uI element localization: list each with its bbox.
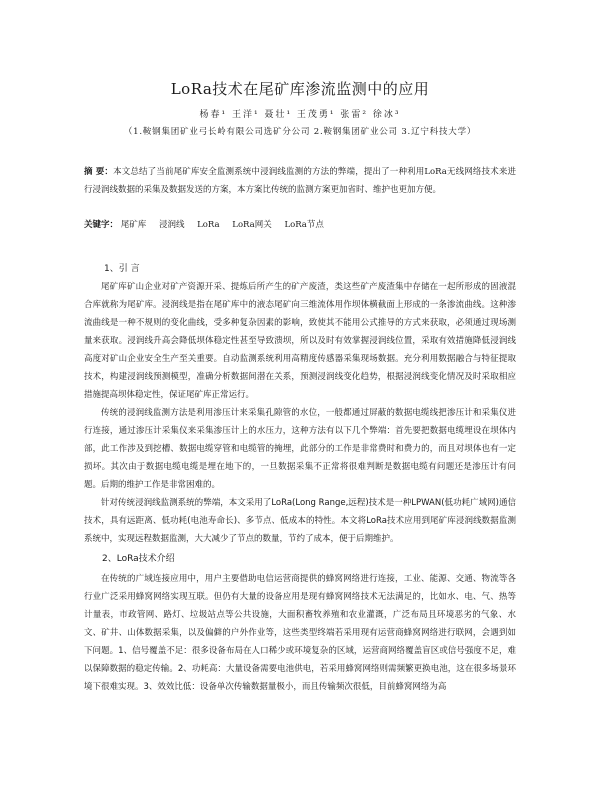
paper-title: LoRa技术在尾矿库渗流监测中的应用: [170, 80, 430, 98]
keyword: 尾矿库: [120, 220, 147, 230]
keyword: 浸润线: [158, 220, 185, 230]
section-heading-lora: 2、LoRa技术介绍: [102, 554, 175, 564]
keywords: [84, 218, 516, 230]
paragraph: 在传统的广域连接应用中，用户主要借助电信运营商提供的蜂窝网络进行连接，工业、能源、交通、物流等各行业广泛采用蜂窝网络实现互联。但仍有大量的设备应用是现有蜂窝网络技术无法满足的，比如水、电、气、热等计量表，市政管网、路灯、垃圾站点等公共设施，大面积畜牧养殖和农业灌溉，广泛布局且环境恶劣的气象、水文、矿井、山体数据采集，以及偏僻的户外作业等，这些类型终端若采用现有运营商蜂窝网络进行联网，会遇到如下问题。1、信号覆盖不足：很多设备布局在人口稀少或环境复杂的区域，运营商网络覆盖盲区或信号强度不足，难以保障数据的稳定传输。2、功耗高：大量设备需要电池供电，若采用蜂窝网络则需频繁更换电池，这在很多场景环境下很难实现。3、效效比低：设备单次传输数据量极小，而且传输频次很低，目前蜂窝网络为高: [84, 574, 516, 692]
body-text: [84, 278, 516, 696]
keyword: LoRa: [197, 220, 220, 230]
affiliation-list: （1.鞍钢集团矿业弓长岭有限公司选矿分公司 2.鞍钢集团矿业公司 3.辽宁科技大学）: [123, 127, 477, 137]
paragraph: 尾矿库矿山企业对矿产资源开采、提炼后所产生的矿产废渣，类这些矿产废渣集中存储在一起所形成的固液混合库就称为尾矿库。浸润线是指在尾矿库中的液态尾矿向三维流体用作坝体横截面上形成的一条渗流曲线。这种渗流曲线是一种不规则的变化曲线，受多种复杂因素的影响，致使其不能用公式推导的方式来获取，必须通过现场测量来获取。浸润线升高会降低坝体稳定性甚至导致溃坝，所以及时有效掌握浸润线位置，采取有效措施降低浸润线高度对矿山企业安全生产至关重要。自动监测系统利用高精度传感器采集现场数据。充分利用数据融合与特征提取技术，构建浸润线预测模型，准确分析数据间潜在关系，预测浸润线变化趋势，根据浸润线变化情况及时采取相应措施提高坝体稳定性，保证尾矿库正常运行。: [84, 282, 516, 400]
keywords-label: 关键字：: [84, 220, 119, 230]
keyword: LoRa网关: [232, 220, 272, 230]
paragraph: 针对传统浸润线监测系统的弊端，本文采用了LoRa(Long Range,远程)技术是一种LPWAN(低功耗广域网)通信技术，具有远距离、低功耗(电池寿命长)、多节点、低成本的特性。本文将LoRa技术应用到尾矿库浸润线数据监测系统中，实现远程数据监测，大大减少了节点的数量，节约了成本，便于后期维护。: [84, 498, 516, 544]
section-heading-introduction: 1、引 言: [104, 264, 140, 274]
author-list: 杨春¹ 王洋¹ 聂壮¹ 王茂勇¹ 张雷² 徐冰³: [199, 110, 401, 120]
abstract-text: 本文总结了当前尾矿库安全监测系统中浸润线监测的方法的弊端，提出了一种利用LoRa无线网络技术来进行浸润线数据的采集及数据发送的方案，本方案比传统的监测方案更加省时、维护也更加方便。: [84, 167, 516, 195]
paragraph: 传统的浸润线监测方法是利用渗压计来采集孔隙管的水位，一般都通过屏蔽的数据电缆线把渗压计和采集仪进行连接，通过渗压计采集仪来采集渗压计上的水压力，这种方法有以下几个弊端：首先要把数据电缆埋设在坝体内部，此工作涉及到挖槽、数据电缆穿管和电缆管的掩埋，此部分的工作是非常费时和费力的，而且对坝体也有一定损坏。其次由于数据电缆电缆是埋在地下的，一旦数据采集不正常将很难判断是数据电缆有问题还是渗压计有问题。后期的维护工作是非常困难的。: [84, 408, 516, 490]
abstract-label: 摘 要：: [84, 167, 114, 177]
abstract: [84, 163, 516, 199]
keyword: LoRa节点: [284, 220, 324, 230]
